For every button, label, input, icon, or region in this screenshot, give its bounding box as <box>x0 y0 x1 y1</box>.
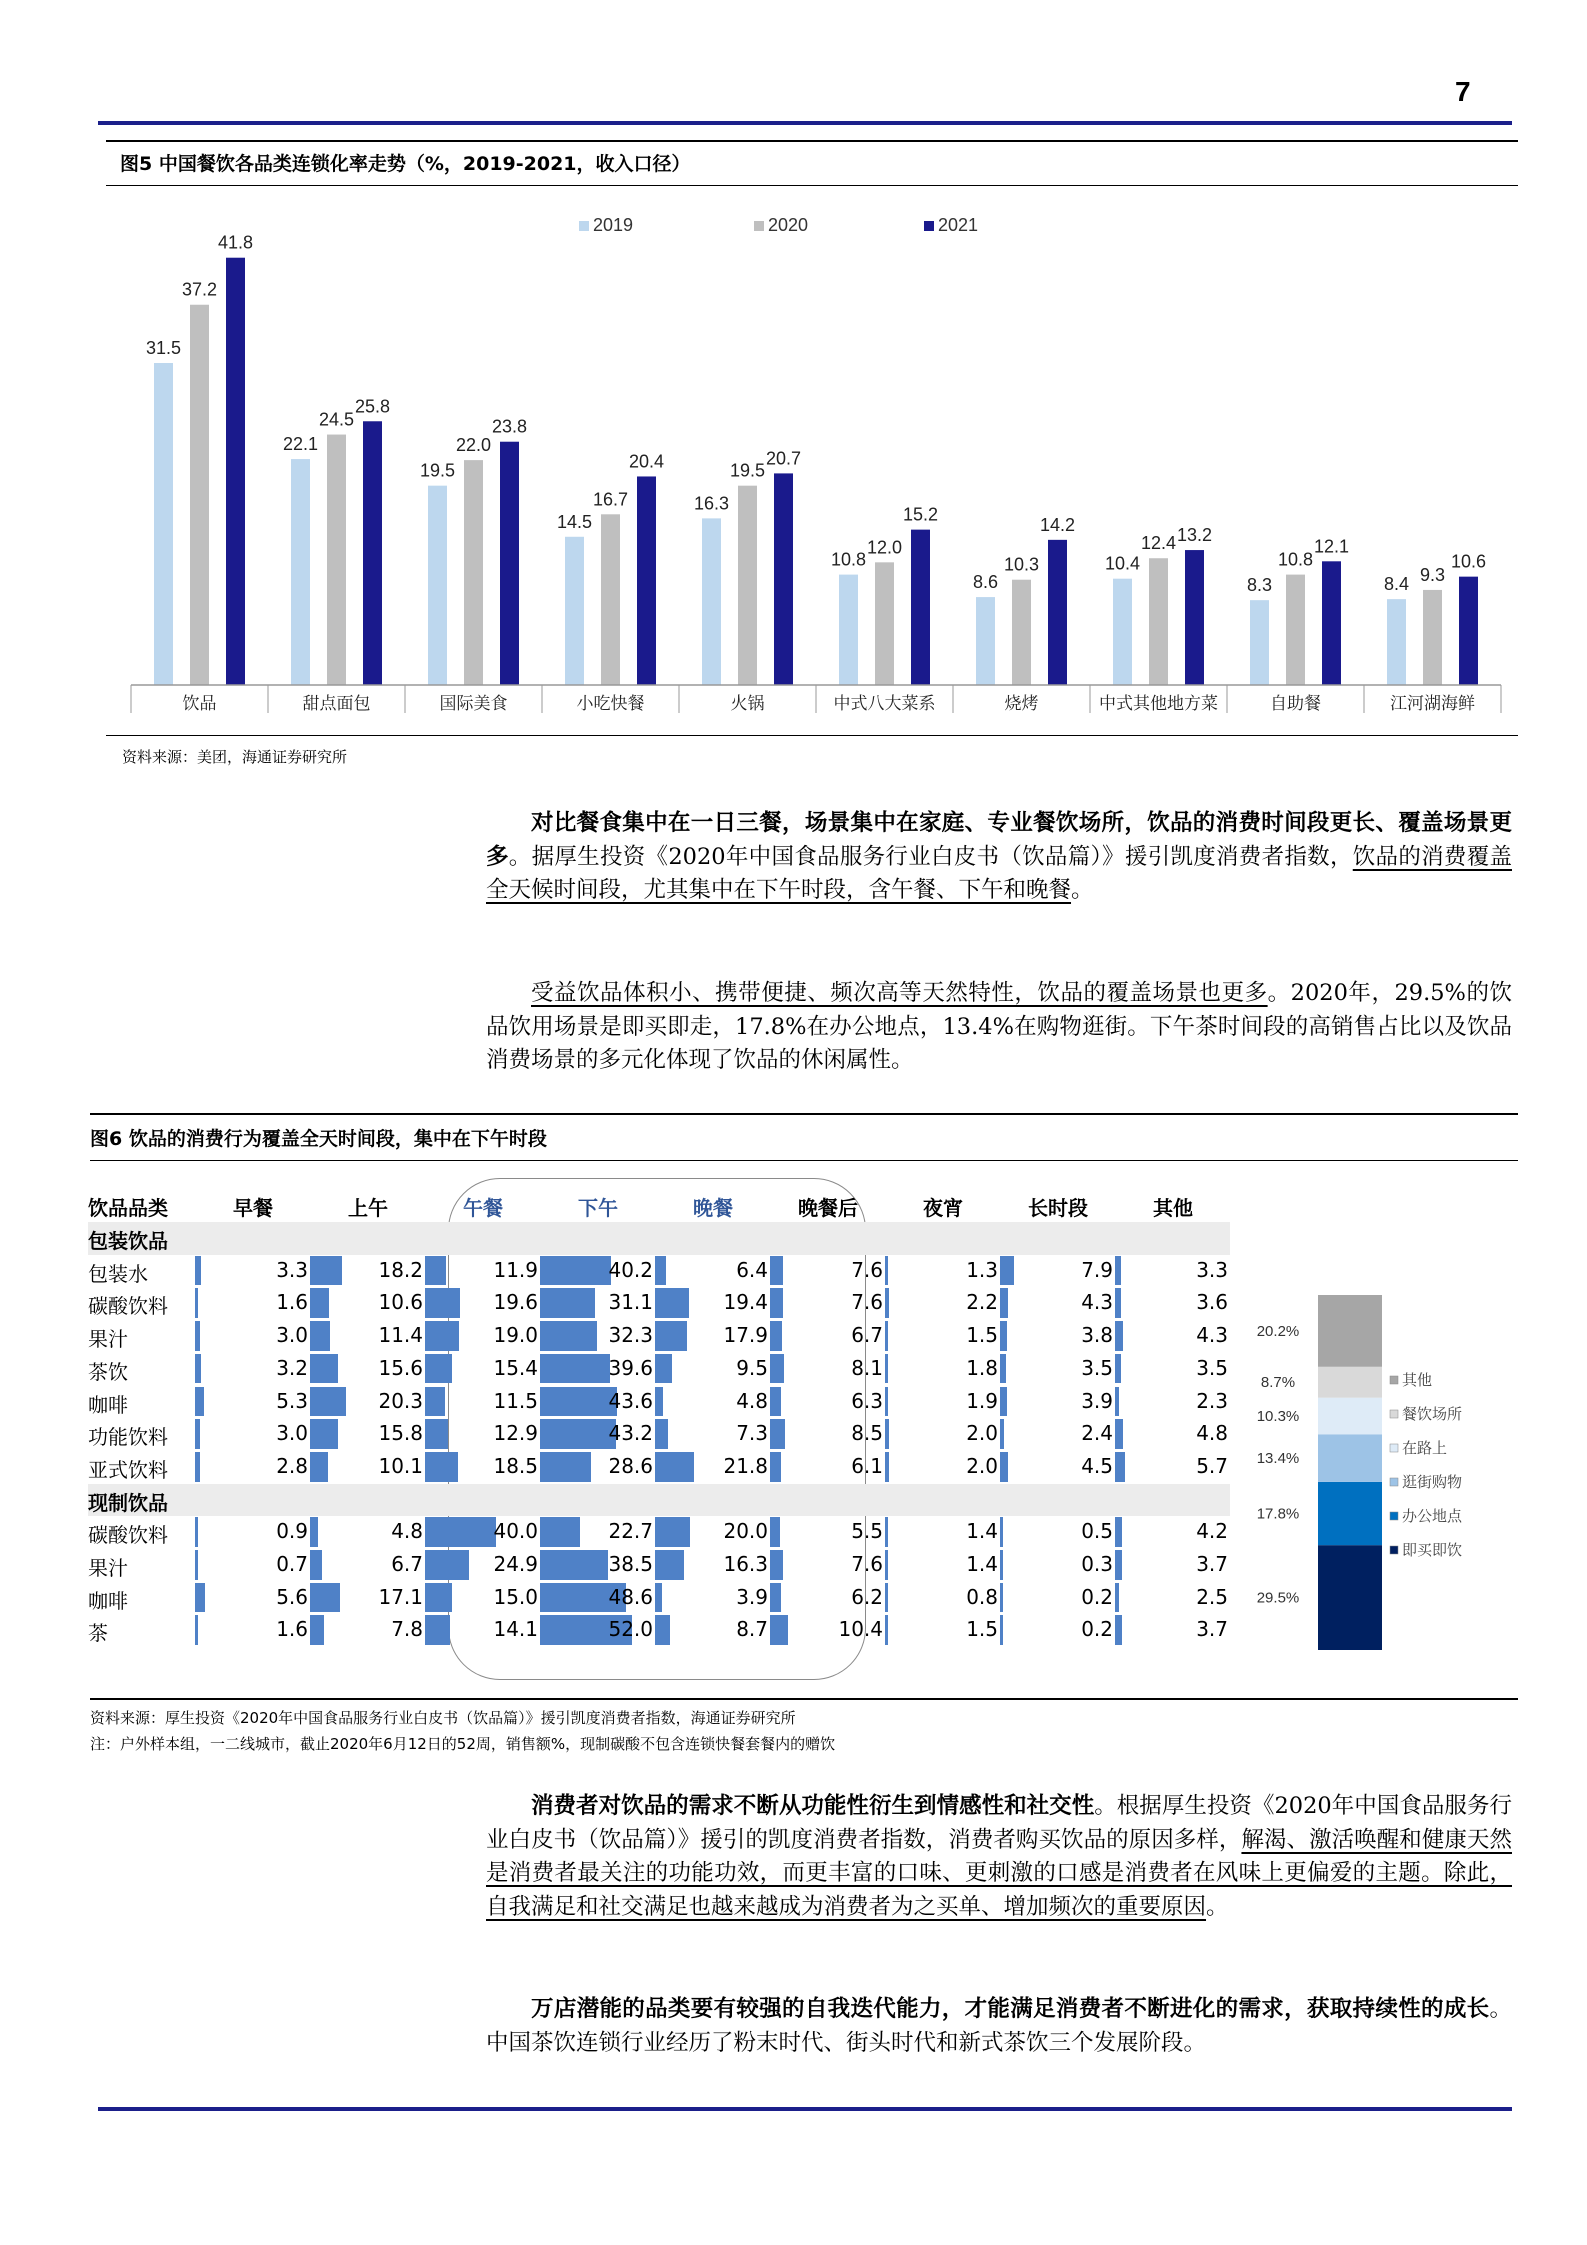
x-tick-label-中式其他地方菜: 中式其他地方菜 <box>1099 694 1218 714</box>
figure5-title-rule <box>106 185 1518 186</box>
paragraph-1 <box>486 807 1512 908</box>
chart-data-labels <box>146 233 1486 595</box>
data-label-2019-江河湖海鲜: 8.4 <box>1383 574 1410 595</box>
cell-value: 2.2 <box>966 1290 998 1315</box>
data-label-2021-火锅: 20.7 <box>765 448 802 469</box>
cell-value: 39.6 <box>608 1355 653 1380</box>
data-label-2020-国际美食: 22.0 <box>455 435 492 456</box>
figure6-title: 图6 饮品的消费行为覆盖全天时间段，集中在下午时段 <box>90 1128 547 1150</box>
x-tick-label-烧烤: 烧烤 <box>1004 694 1039 714</box>
cell-value: 21.8 <box>723 1453 768 1478</box>
row-label: 亚式饮料 <box>88 1457 168 1482</box>
paragraph-3-end: 。 <box>1206 1893 1229 1920</box>
paragraph-1-end: 。 <box>1071 877 1094 903</box>
cell-value: 0.3 <box>1081 1552 1113 1576</box>
cell-value: 6.7 <box>851 1323 883 1348</box>
figure6-top-rule <box>90 1113 1518 1115</box>
cell-value: 4.8 <box>391 1519 423 1544</box>
data-label-2019-饮品: 31.5 <box>145 338 182 358</box>
row-label: 果汁 <box>88 1556 128 1580</box>
figure5-title: 图5 中国餐饮各品类连锁化率走势（%，2019-2021，收入口径） <box>120 153 691 175</box>
bar-2021-中式八大菜系 <box>911 530 930 685</box>
paragraph-2-text: 。2020年，29.5%的饮品饮用场景是即买即走，17.8%在办公地点，13.4%在购物逛街。下午茶时间段的高销售占比以及饮品消费场景的多元化体现了饮品的休闲属性。 <box>486 980 1512 1073</box>
data-label-2019-中式八大菜系: 10.8 <box>830 549 867 570</box>
data-label-2021-小吃快餐: 20.4 <box>628 451 665 472</box>
cell-value: 4.8 <box>736 1388 768 1413</box>
cell-value: 17.1 <box>378 1584 423 1609</box>
bar-2021-国际美食 <box>500 442 519 685</box>
data-label-2021-自助餐: 12.1 <box>1313 536 1350 557</box>
table-row <box>88 1386 1230 1419</box>
bar-2020-江河湖海鲜 <box>1423 590 1442 685</box>
bar-2019-自助餐 <box>1250 600 1269 685</box>
data-label-2020-自助餐: 10.8 <box>1277 549 1314 570</box>
bar-2020-国际美食 <box>464 460 483 685</box>
bar-chart <box>106 195 1518 735</box>
bar-2019-烧烤 <box>976 597 995 685</box>
cell-value: 0.2 <box>1081 1584 1113 1609</box>
cell-value: 2.4 <box>1081 1421 1113 1446</box>
cell-value: 3.7 <box>1196 1617 1228 1642</box>
paragraph-3 <box>486 1790 1512 1924</box>
bar-2019-中式八大菜系 <box>839 575 858 685</box>
column-header-其他: 其他 <box>1153 1196 1193 1220</box>
stack-legend-swatch-餐饮场所 <box>1390 1410 1398 1418</box>
data-label-2021-中式八大菜系: 15.2 <box>902 504 939 525</box>
paragraph-2-underline: 受益饮品体积小、携带便捷、频次高等天然特性，饮品的覆盖场景也更多 <box>531 980 1268 1006</box>
paragraph-4-text: 。中国茶饮连锁行业经历了粉末时代、街头时代和新式茶饮三个发展阶段。 <box>486 1996 1512 2056</box>
cell-value: 15.6 <box>378 1355 423 1380</box>
x-tick-label-中式八大菜系: 中式八大菜系 <box>833 694 936 714</box>
cell-value: 15.8 <box>378 1421 423 1446</box>
cell-value: 0.5 <box>1081 1519 1113 1544</box>
data-label-2020-江河湖海鲜: 9.3 <box>1419 564 1446 585</box>
table-row <box>88 1255 1230 1288</box>
cell-value: 5.7 <box>1196 1453 1228 1478</box>
cell-value: 19.6 <box>493 1290 538 1315</box>
cell-value: 3.3 <box>1196 1257 1228 1282</box>
table-row <box>88 1353 1230 1386</box>
cell-value: 43.2 <box>608 1421 653 1446</box>
cell-value: 2.0 <box>966 1453 998 1478</box>
bar-2021-江河湖海鲜 <box>1459 577 1478 685</box>
cell-value: 4.3 <box>1081 1290 1113 1315</box>
bar-2021-小吃快餐 <box>637 476 656 685</box>
bar-2019-小吃快餐 <box>565 537 584 685</box>
legend-swatch-2021 <box>924 221 934 231</box>
cell-value: 17.9 <box>723 1323 768 1348</box>
cell-value: 0.2 <box>1081 1617 1113 1642</box>
data-label-2020-中式其他地方菜: 12.4 <box>1140 533 1177 554</box>
bar-2021-甜点面包 <box>363 421 382 685</box>
cell-value: 2.5 <box>1196 1584 1228 1609</box>
bar-2019-火锅 <box>702 518 721 685</box>
data-label-2019-小吃快餐: 14.5 <box>556 511 593 532</box>
stack-segment-办公地点 <box>1318 1482 1382 1545</box>
stack-legend-swatch-其他 <box>1390 1376 1398 1384</box>
cell-value: 3.7 <box>1196 1552 1228 1576</box>
paragraph-1-bold: 对比餐食集中在一日三餐，场景集中在家庭、专业餐饮场所，饮品的消费时间段更长、覆盖场景更多 <box>486 810 1512 870</box>
paragraph-2 <box>486 977 1512 1078</box>
chart-x-axis <box>131 685 1501 714</box>
cell-value: 11.9 <box>493 1257 538 1282</box>
cell-value: 1.9 <box>966 1388 998 1413</box>
row-label: 碳酸饮料 <box>88 1294 168 1319</box>
data-label-2019-中式其他地方菜: 10.4 <box>1104 553 1141 574</box>
cell-value: 10.4 <box>838 1617 883 1642</box>
data-label-2019-国际美食: 19.5 <box>419 460 456 481</box>
stack-legend-label-在路上: 在路上 <box>1402 1439 1448 1457</box>
cell-value: 3.0 <box>276 1323 308 1348</box>
table-row <box>88 1582 1230 1615</box>
cell-value: 3.5 <box>1196 1355 1228 1380</box>
paragraph-1-text: 。据厚生投资《2020年中国食品服务行业白皮书（饮品篇）》援引凯度消费者指数， <box>508 843 1353 870</box>
column-header-夜宵: 夜宵 <box>923 1196 963 1220</box>
x-tick-label-国际美食: 国际美食 <box>439 694 508 714</box>
legend-label-2021: 2021 <box>938 215 979 235</box>
header-rule <box>98 121 1512 125</box>
cell-value: 5.5 <box>851 1519 883 1544</box>
figure6-title-rule <box>90 1160 1518 1161</box>
data-label-2021-饮品: 41.8 <box>217 232 254 253</box>
paragraph-4-bold: 万店潜能的品类要有较强的自我迭代能力，才能满足消费者不断进化的需求，获取持续性的成长 <box>531 1996 1490 2022</box>
cell-value: 20.0 <box>723 1519 768 1544</box>
stack-pct-办公地点: 17.8% <box>1256 1505 1300 1523</box>
cell-value: 11.4 <box>378 1323 423 1348</box>
paragraph-3-underline: 解渴、激活唤醒和健康天然是消费者最关注的功能功效，而更丰富的口味、更刺激的口感是消费者在风味上更偏爱的主题。除此，自我满足和社交满足也越来越成为消费者为之买单、增加频次的重要原因 <box>486 1826 1512 1920</box>
x-tick-label-江河湖海鲜: 江河湖海鲜 <box>1390 694 1475 714</box>
legend-swatch-2020 <box>754 221 764 231</box>
cell-value: 3.2 <box>276 1355 308 1380</box>
cell-value: 3.9 <box>1081 1388 1113 1413</box>
cell-value: 1.4 <box>966 1552 998 1576</box>
table-row <box>88 1320 1230 1353</box>
cell-value: 28.6 <box>608 1453 653 1478</box>
group-label: 包装饮品 <box>88 1229 168 1253</box>
x-tick-label-甜点面包: 甜点面包 <box>302 694 371 714</box>
stack-pct-其他: 20.2% <box>1256 1322 1300 1340</box>
paragraph-1-underline: 饮品的消费覆盖全天候时间段，尤其集中在下午时段，含午餐、下午和晚餐 <box>486 843 1512 903</box>
table-row <box>88 1549 1230 1582</box>
stack-pct-餐饮场所: 8.7% <box>1260 1374 1296 1392</box>
cell-value: 4.5 <box>1081 1453 1113 1478</box>
bar-2021-火锅 <box>774 473 793 685</box>
cell-value: 1.3 <box>966 1257 998 1282</box>
bar-2019-中式其他地方菜 <box>1113 579 1132 685</box>
data-label-2019-烧烤: 8.6 <box>972 572 999 593</box>
data-label-2021-中式其他地方菜: 13.2 <box>1176 525 1213 546</box>
row-label: 茶 <box>88 1621 108 1646</box>
bar-2019-甜点面包 <box>291 459 310 685</box>
group-header-row <box>88 1222 1230 1255</box>
stack-legend-swatch-在路上 <box>1390 1444 1398 1452</box>
bar-2020-小吃快餐 <box>601 514 620 685</box>
cell-value: 9.5 <box>736 1355 768 1380</box>
data-label-2021-烧烤: 14.2 <box>1039 514 1076 535</box>
row-label: 碳酸饮料 <box>88 1523 168 1548</box>
cell-value: 4.3 <box>1196 1323 1228 1348</box>
cell-value: 6.3 <box>851 1388 883 1413</box>
bar-2019-饮品 <box>154 363 173 685</box>
bar-2019-江河湖海鲜 <box>1387 599 1406 685</box>
chart-bars <box>154 258 1478 685</box>
table-row <box>88 1451 1230 1484</box>
consumption-time-table <box>88 1168 1238 1668</box>
table-row <box>88 1516 1230 1549</box>
cell-value: 7.9 <box>1081 1257 1113 1282</box>
cell-value: 20.3 <box>378 1388 423 1413</box>
figure5-top-rule <box>106 140 1518 142</box>
cell-value: 3.8 <box>1081 1323 1113 1348</box>
figure6-bottom-rule <box>90 1698 1518 1700</box>
cell-value: 4.2 <box>1196 1519 1228 1544</box>
bar-2021-中式其他地方菜 <box>1185 550 1204 685</box>
cell-value: 1.6 <box>276 1617 308 1642</box>
table-row <box>88 1614 1230 1647</box>
cell-value: 7.6 <box>851 1257 883 1282</box>
cell-value: 0.8 <box>966 1584 998 1609</box>
paragraph-4 <box>486 1993 1512 2060</box>
cell-value: 3.9 <box>736 1584 768 1609</box>
cell-value: 6.7 <box>391 1552 423 1576</box>
column-header-早餐: 早餐 <box>233 1196 273 1220</box>
row-label: 茶饮 <box>88 1359 128 1384</box>
cell-value: 40.0 <box>493 1519 538 1544</box>
cell-value: 5.6 <box>276 1584 308 1609</box>
cell-value: 7.3 <box>736 1421 768 1446</box>
group-header-row <box>88 1484 1230 1517</box>
paragraph-3-bold: 消费者对饮品的需求不断从功能性衍生到情感性和社交性 <box>531 1793 1095 1819</box>
stack-legend-swatch-即买即饮 <box>1390 1546 1398 1554</box>
stack-pct-在路上: 10.3% <box>1256 1407 1300 1425</box>
stack-legend-label-逛街购物: 逛街购物 <box>1402 1473 1463 1491</box>
stack-legend-label-其他: 其他 <box>1402 1371 1433 1389</box>
cell-value: 1.5 <box>966 1323 998 1348</box>
bar-2021-自助餐 <box>1322 561 1341 685</box>
cell-value: 16.3 <box>723 1552 768 1576</box>
footer-rule <box>98 2107 1512 2111</box>
cell-value: 8.1 <box>851 1355 883 1380</box>
bar-2020-烧烤 <box>1012 580 1031 685</box>
chart-legend <box>579 215 978 235</box>
cell-value: 11.5 <box>493 1388 538 1413</box>
cell-value: 3.0 <box>276 1421 308 1446</box>
data-label-2021-江河湖海鲜: 10.6 <box>1450 551 1487 572</box>
cell-value: 24.9 <box>493 1552 538 1576</box>
cell-value: 38.5 <box>608 1552 653 1576</box>
cell-value: 7.6 <box>851 1290 883 1315</box>
cell-value: 19.0 <box>493 1323 538 1348</box>
data-label-2020-小吃快餐: 16.7 <box>592 489 629 510</box>
stack-legend-label-即买即饮: 即买即饮 <box>1402 1541 1463 1559</box>
column-header-上午: 上午 <box>348 1196 388 1220</box>
cell-value: 12.9 <box>493 1421 538 1446</box>
cell-value: 1.8 <box>966 1355 998 1380</box>
stack-legend-label-餐饮场所: 餐饮场所 <box>1402 1405 1463 1423</box>
table-header-row <box>88 1186 1230 1223</box>
bar-2020-中式八大菜系 <box>875 562 894 685</box>
cell-value: 4.8 <box>1196 1421 1228 1446</box>
cell-value: 31.1 <box>608 1290 653 1315</box>
data-label-2020-中式八大菜系: 12.0 <box>866 537 903 558</box>
cell-value: 8.7 <box>736 1617 768 1642</box>
cell-value: 15.0 <box>493 1584 538 1609</box>
cell-value: 5.3 <box>276 1388 308 1413</box>
cell-value: 7.8 <box>391 1617 423 1642</box>
data-label-2019-甜点面包: 22.1 <box>282 434 319 455</box>
data-label-2019-自助餐: 8.3 <box>1246 575 1273 596</box>
cell-value: 48.6 <box>608 1584 653 1609</box>
cell-value: 8.5 <box>851 1421 883 1446</box>
bar-2020-饮品 <box>190 305 209 685</box>
row-label: 咖啡 <box>88 1588 128 1613</box>
figure5-bottom-rule <box>106 735 1518 736</box>
row-label: 果汁 <box>88 1327 128 1352</box>
row-label: 咖啡 <box>88 1392 128 1417</box>
stack-legend-swatch-逛街购物 <box>1390 1478 1398 1486</box>
cell-value: 6.2 <box>851 1584 883 1609</box>
table-row <box>88 1418 1230 1451</box>
stack-legend-swatch-办公地点 <box>1390 1512 1398 1520</box>
bar-2021-饮品 <box>226 258 245 685</box>
cell-value: 6.1 <box>851 1453 883 1478</box>
stack-pct-即买即饮: 29.5% <box>1256 1589 1300 1607</box>
stack-segment-其他 <box>1318 1295 1382 1367</box>
cell-value: 0.9 <box>276 1519 308 1544</box>
cell-value: 7.6 <box>851 1552 883 1576</box>
data-label-2019-火锅: 16.3 <box>693 493 730 514</box>
data-label-2021-国际美食: 23.8 <box>491 416 528 437</box>
data-label-2020-烧烤: 10.3 <box>1003 554 1040 575</box>
legend-label-2019: 2019 <box>593 215 634 235</box>
data-label-2020-火锅: 19.5 <box>729 460 766 481</box>
bar-2021-烧烤 <box>1048 540 1067 685</box>
cell-value: 0.7 <box>276 1552 308 1576</box>
cell-value: 15.4 <box>493 1355 538 1380</box>
cell-value: 52.0 <box>608 1617 653 1642</box>
cell-value: 43.6 <box>608 1388 653 1413</box>
cell-value: 40.2 <box>608 1257 653 1282</box>
bar-2020-火锅 <box>738 486 757 685</box>
x-tick-label-饮品: 饮品 <box>182 694 217 714</box>
cell-value: 2.3 <box>1196 1388 1228 1413</box>
bar-2020-甜点面包 <box>327 435 346 685</box>
cell-value: 32.3 <box>608 1323 653 1348</box>
page-number: 7 <box>1455 76 1471 107</box>
data-label-2020-甜点面包: 24.5 <box>318 409 355 430</box>
bar-2019-国际美食 <box>428 486 447 685</box>
stack-segment-餐饮场所 <box>1318 1367 1382 1398</box>
row-label: 功能饮料 <box>88 1425 168 1450</box>
stack-legend-label-办公地点: 办公地点 <box>1402 1507 1463 1525</box>
column-header-午餐: 午餐 <box>463 1196 503 1220</box>
cell-value: 1.5 <box>966 1617 998 1642</box>
cell-value: 22.7 <box>608 1519 653 1544</box>
bar-2020-中式其他地方菜 <box>1149 558 1168 685</box>
cell-value: 10.6 <box>378 1290 423 1315</box>
cell-value: 2.0 <box>966 1421 998 1446</box>
figure6-source: 资料来源：厚生投资《2020年中国食品服务行业白皮书（饮品篇）》援引凯度消费者指数，海通证券研究所 <box>90 1709 796 1727</box>
column-header-长时段: 长时段 <box>1028 1196 1088 1220</box>
stack-segment-逛街购物 <box>1318 1434 1382 1482</box>
cell-value: 3.6 <box>1196 1290 1228 1315</box>
bar-2020-自助餐 <box>1286 575 1305 685</box>
scene-stacked-chart <box>1238 1285 1478 1655</box>
cell-value: 18.2 <box>378 1257 423 1282</box>
x-tick-label-火锅: 火锅 <box>730 694 765 714</box>
figure6-note: 注：户外样本组，一二线城市，截止2020年6月12日的52周，销售额%，现制碳酸不包含连锁快餐套餐内的赠饮 <box>90 1735 836 1753</box>
column-header-晚餐后: 晚餐后 <box>798 1196 858 1220</box>
stack-segment-即买即饮 <box>1318 1545 1382 1650</box>
cell-value: 1.6 <box>276 1290 308 1315</box>
cell-value: 14.1 <box>493 1617 538 1642</box>
group-label: 现制饮品 <box>88 1490 168 1515</box>
cell-value: 3.3 <box>276 1257 308 1282</box>
cell-value: 19.4 <box>723 1290 768 1315</box>
data-label-2021-甜点面包: 25.8 <box>354 396 391 417</box>
stack-segment-在路上 <box>1318 1398 1382 1435</box>
legend-swatch-2019 <box>579 221 589 231</box>
header-category: 饮品品类 <box>88 1196 168 1220</box>
paragraph-3-text: 。根据厚生投资《2020年中国食品服务行业白皮书（饮品篇）》援引的凯度消费者指数，消费者购买饮品的原因多样， <box>486 1793 1512 1853</box>
cell-value: 1.4 <box>966 1519 998 1544</box>
column-header-下午: 下午 <box>578 1196 618 1220</box>
legend-label-2020: 2020 <box>768 215 809 235</box>
table-row <box>88 1287 1230 1320</box>
x-tick-label-小吃快餐: 小吃快餐 <box>576 694 645 714</box>
column-header-晚餐: 晚餐 <box>693 1196 733 1220</box>
cell-value: 10.1 <box>378 1453 423 1478</box>
cell-value: 3.5 <box>1081 1355 1113 1380</box>
row-label: 包装水 <box>88 1261 148 1286</box>
figure5-source: 资料来源：美团，海通证券研究所 <box>122 748 348 766</box>
data-label-2020-饮品: 37.2 <box>181 279 218 300</box>
stack-pct-逛街购物: 13.4% <box>1256 1450 1300 1468</box>
cell-value: 18.5 <box>493 1453 538 1478</box>
cell-value: 2.8 <box>276 1453 308 1478</box>
x-tick-label-自助餐: 自助餐 <box>1270 694 1321 714</box>
cell-value: 6.4 <box>736 1257 768 1282</box>
